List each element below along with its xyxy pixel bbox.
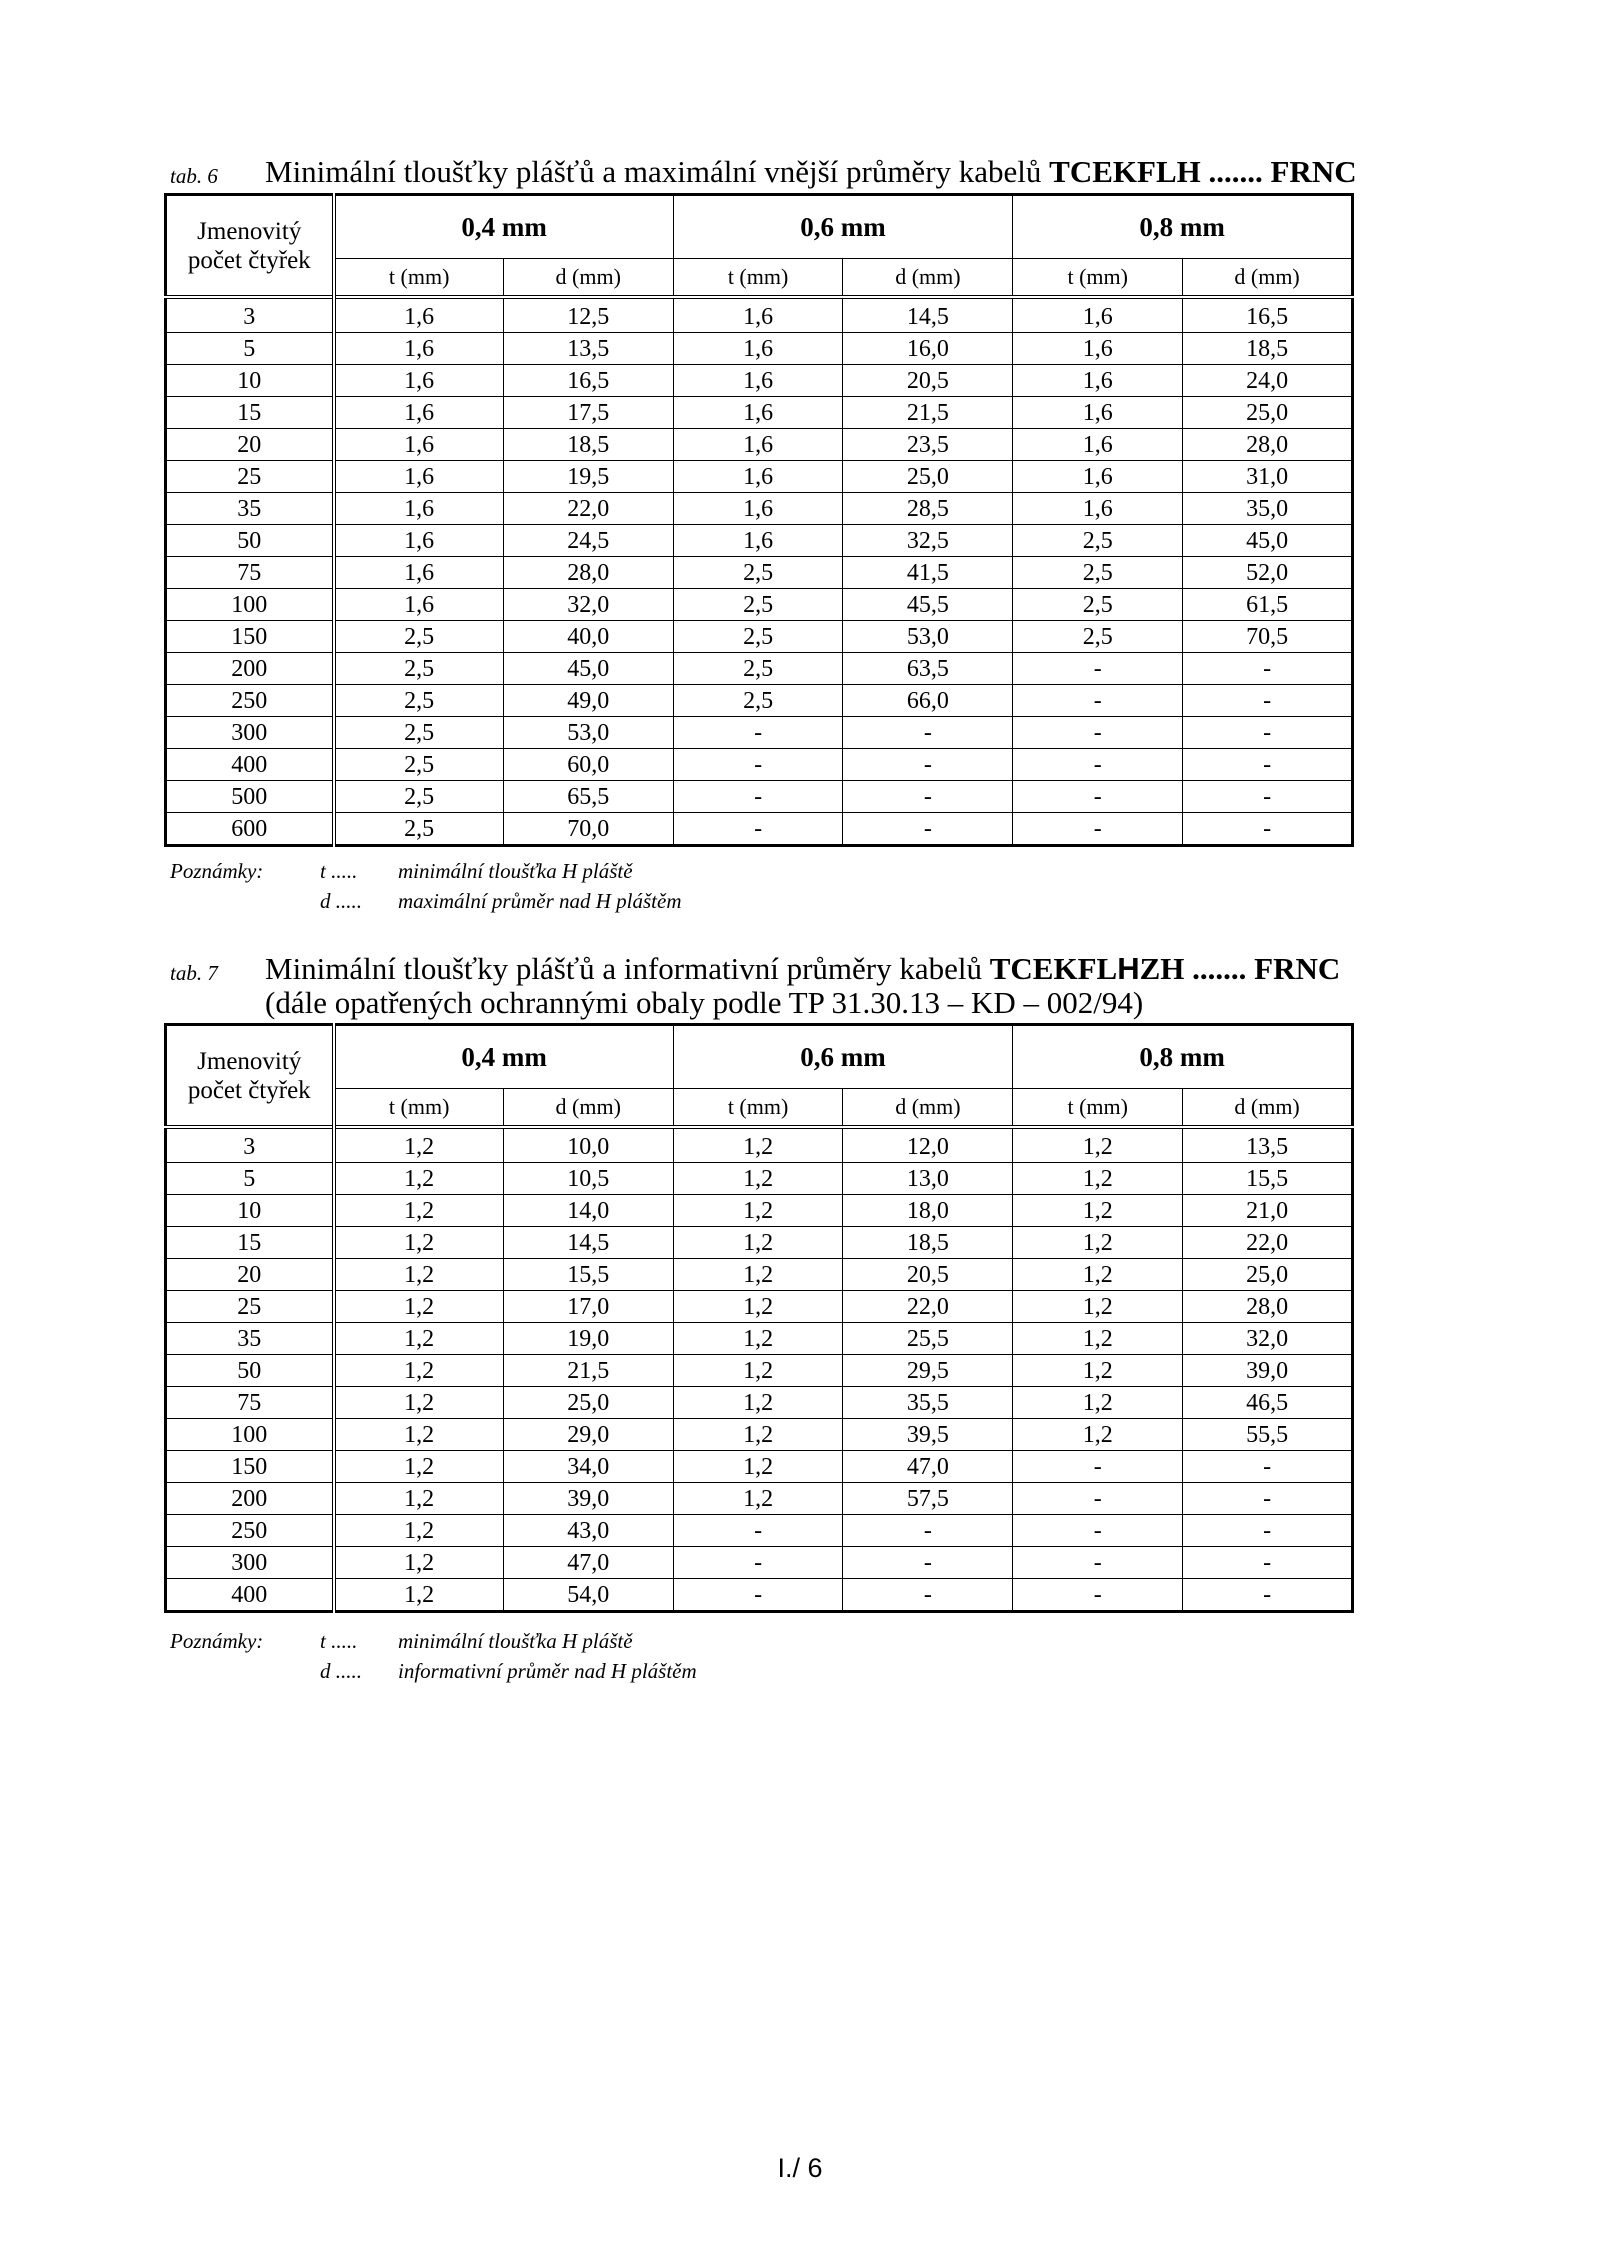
quad-count-cell: 5 [166, 333, 334, 365]
value-cell: 24,5 [503, 525, 673, 557]
table7-title: Minimální tloušťky plášťů a informativní průměry kabelů TCEKFLHZH ....... FRNC (dále opatřených ochrannými obaly podle TP 31.30.13 – KD – 002/94) [265, 951, 1341, 1020]
value-cell: 14,5 [843, 297, 1013, 333]
table-row [166, 1387, 1353, 1419]
value-cell: 14,5 [503, 1227, 673, 1259]
quad-count-cell: 400 [166, 1579, 334, 1612]
quad-count-cell: 3 [166, 1127, 334, 1163]
note-symbol: d ..... [320, 1659, 362, 1683]
table-row [166, 1579, 1353, 1612]
table-row [166, 1483, 1353, 1515]
value-cell: 54,0 [503, 1579, 673, 1612]
quad-count-cell: 300 [166, 717, 334, 749]
table-row [166, 1259, 1353, 1291]
value-cell: 2,5 [1013, 589, 1183, 621]
note-symbol: t ..... [320, 859, 358, 883]
column-header: t (mm) [1013, 259, 1183, 298]
table6-label: tab. 6 [170, 164, 218, 188]
value-cell: 1,2 [673, 1355, 843, 1387]
value-cell: 1,2 [334, 1483, 504, 1515]
value-cell: 1,2 [334, 1259, 504, 1291]
value-cell: 17,0 [503, 1291, 673, 1323]
value-cell: 1,2 [673, 1291, 843, 1323]
value-cell: 2,5 [334, 653, 504, 685]
value-cell: 1,2 [1013, 1227, 1183, 1259]
value-cell: - [1013, 1515, 1183, 1547]
value-cell: 31,0 [1183, 461, 1353, 493]
table-row [166, 1163, 1353, 1195]
value-cell: 1,6 [1013, 333, 1183, 365]
value-cell: 46,5 [1183, 1387, 1353, 1419]
quad-count-cell: 25 [166, 1291, 334, 1323]
table-row [166, 557, 1353, 589]
value-cell: 35,0 [1183, 493, 1353, 525]
value-cell: 43,0 [503, 1515, 673, 1547]
value-cell: 2,5 [334, 813, 504, 846]
value-cell: - [1183, 685, 1353, 717]
value-cell: 60,0 [503, 749, 673, 781]
value-cell: 1,6 [334, 493, 504, 525]
value-cell: 40,0 [503, 621, 673, 653]
value-cell: 2,5 [673, 589, 843, 621]
value-cell: 1,2 [334, 1515, 504, 1547]
value-cell: - [843, 749, 1013, 781]
value-cell: 1,6 [1013, 493, 1183, 525]
quad-count-cell: 300 [166, 1547, 334, 1579]
value-cell: - [843, 1579, 1013, 1612]
quad-count-cell: 200 [166, 653, 334, 685]
table-row [166, 653, 1353, 685]
table-row [166, 525, 1353, 557]
value-cell: - [1013, 685, 1183, 717]
value-cell: 1,6 [334, 297, 504, 333]
note-text: minimální tloušťka H pláště [398, 859, 633, 883]
page-number: I./ 6 [777, 2153, 823, 2183]
value-cell: 39,0 [503, 1483, 673, 1515]
quad-count-cell: 35 [166, 1323, 334, 1355]
value-cell: 25,0 [843, 461, 1013, 493]
quad-count-cell: 600 [166, 813, 334, 846]
table-row [166, 1355, 1353, 1387]
quad-count-cell: 20 [166, 429, 334, 461]
value-cell: 1,2 [334, 1127, 504, 1163]
table-row [166, 685, 1353, 717]
value-cell: 1,2 [673, 1387, 843, 1419]
quad-count-cell: 500 [166, 781, 334, 813]
value-cell: 18,5 [843, 1227, 1013, 1259]
column-header: d (mm) [843, 1089, 1013, 1128]
value-cell: 20,5 [843, 365, 1013, 397]
table-row [166, 1323, 1353, 1355]
value-cell: 1,6 [673, 333, 843, 365]
column-header: t (mm) [334, 259, 504, 298]
value-cell: 1,6 [1013, 397, 1183, 429]
quad-count-cell: 10 [166, 1195, 334, 1227]
table-row [166, 749, 1353, 781]
value-cell: 70,0 [503, 813, 673, 846]
value-cell: - [1013, 749, 1183, 781]
quad-count-cell: 250 [166, 685, 334, 717]
value-cell: - [673, 1579, 843, 1612]
value-cell: - [1013, 1483, 1183, 1515]
value-cell: 1,6 [334, 525, 504, 557]
value-cell: 1,2 [334, 1195, 504, 1227]
value-cell: 1,2 [334, 1547, 504, 1579]
value-cell: 19,0 [503, 1323, 673, 1355]
diameter-header: 0,6 mm [673, 195, 1013, 259]
value-cell: 1,6 [673, 365, 843, 397]
value-cell: - [1183, 749, 1353, 781]
note-text: maximální průměr nad H pláštěm [398, 889, 682, 913]
value-cell: 13,0 [843, 1163, 1013, 1195]
diameter-header: 0,8 mm [1013, 195, 1353, 259]
value-cell: - [1183, 813, 1353, 846]
value-cell: 28,0 [1183, 1291, 1353, 1323]
value-cell: 1,2 [334, 1579, 504, 1612]
value-cell: 1,6 [673, 525, 843, 557]
quad-count-cell: 200 [166, 1483, 334, 1515]
value-cell: 47,0 [503, 1547, 673, 1579]
table-row [166, 1195, 1353, 1227]
value-cell: - [673, 717, 843, 749]
value-cell: 53,0 [843, 621, 1013, 653]
table-row [166, 429, 1353, 461]
table-row [166, 589, 1353, 621]
table-row [166, 493, 1353, 525]
value-cell: 61,5 [1183, 589, 1353, 621]
quad-count-cell: 75 [166, 557, 334, 589]
diameter-header: 0,8 mm [1013, 1025, 1353, 1089]
value-cell: 1,2 [1013, 1163, 1183, 1195]
value-cell: - [1013, 1451, 1183, 1483]
notes-label: Poznámky: [170, 859, 264, 883]
value-cell: 20,5 [843, 1259, 1013, 1291]
value-cell: 1,2 [673, 1451, 843, 1483]
value-cell: 1,6 [1013, 429, 1183, 461]
value-cell: 1,2 [334, 1323, 504, 1355]
table7-subtitle: (dále opatřených ochrannými obaly podle TP 31.30.13 – KD – 002/94) [265, 985, 1144, 1020]
value-cell: 18,0 [843, 1195, 1013, 1227]
value-cell: 2,5 [1013, 557, 1183, 589]
value-cell: 1,6 [334, 461, 504, 493]
column-header: d (mm) [843, 259, 1013, 298]
table6-title: Minimální tloušťky plášťů a maximální vnější průměry kabelů TCEKFLH ....... FRNC [265, 154, 1357, 189]
value-cell: 1,2 [673, 1195, 843, 1227]
value-cell: - [1183, 1579, 1353, 1612]
value-cell: 1,2 [334, 1163, 504, 1195]
quad-count-cell: 20 [166, 1259, 334, 1291]
column-header: t (mm) [1013, 1089, 1183, 1128]
value-cell: 18,5 [1183, 333, 1353, 365]
diameter-header: 0,4 mm [334, 1025, 674, 1089]
value-cell: 1,6 [1013, 461, 1183, 493]
value-cell: 29,0 [503, 1419, 673, 1451]
table-row [166, 813, 1353, 846]
diameter-header: 0,4 mm [334, 195, 674, 259]
value-cell: 45,0 [1183, 525, 1353, 557]
note-text: minimální tloušťka H pláště [398, 1629, 633, 1653]
quad-count-cell: 400 [166, 749, 334, 781]
value-cell: 21,5 [503, 1355, 673, 1387]
value-cell: 16,5 [503, 365, 673, 397]
value-cell: - [1183, 781, 1353, 813]
value-cell: - [843, 813, 1013, 846]
table-row [166, 333, 1353, 365]
value-cell: 2,5 [334, 717, 504, 749]
value-cell: 32,0 [503, 589, 673, 621]
quad-count-cell: 250 [166, 1515, 334, 1547]
column-header: d (mm) [503, 259, 673, 298]
value-cell: 52,0 [1183, 557, 1353, 589]
value-cell: 2,5 [1013, 621, 1183, 653]
value-cell: - [1013, 717, 1183, 749]
value-cell: - [843, 781, 1013, 813]
value-cell: - [1183, 1483, 1353, 1515]
value-cell: 17,5 [503, 397, 673, 429]
column-header: t (mm) [673, 259, 843, 298]
table6 [164, 193, 1354, 847]
value-cell: 10,5 [503, 1163, 673, 1195]
value-cell: - [1013, 1579, 1183, 1612]
table-row [166, 297, 1353, 333]
value-cell: 1,6 [673, 461, 843, 493]
quad-count-cell: 75 [166, 1387, 334, 1419]
quad-count-cell: 10 [166, 365, 334, 397]
table-row [166, 397, 1353, 429]
value-cell: - [1183, 1515, 1353, 1547]
value-cell: 34,0 [503, 1451, 673, 1483]
column-header: d (mm) [1183, 259, 1353, 298]
value-cell: 1,2 [673, 1483, 843, 1515]
quad-count-cell: 150 [166, 621, 334, 653]
value-cell: 39,5 [843, 1419, 1013, 1451]
diameter-header: 0,6 mm [673, 1025, 1013, 1089]
value-cell: 66,0 [843, 685, 1013, 717]
value-cell: 55,5 [1183, 1419, 1353, 1451]
value-cell: 15,5 [503, 1259, 673, 1291]
value-cell: - [1013, 813, 1183, 846]
value-cell: 1,6 [334, 333, 504, 365]
value-cell: 1,6 [334, 397, 504, 429]
value-cell: 1,6 [1013, 365, 1183, 397]
value-cell: 14,0 [503, 1195, 673, 1227]
value-cell: 47,0 [843, 1451, 1013, 1483]
value-cell: 25,0 [1183, 1259, 1353, 1291]
value-cell: 63,5 [843, 653, 1013, 685]
value-cell: 1,6 [334, 589, 504, 621]
value-cell: 21,0 [1183, 1195, 1353, 1227]
value-cell: 2,5 [334, 749, 504, 781]
value-cell: 2,5 [1013, 525, 1183, 557]
value-cell: - [1013, 1547, 1183, 1579]
value-cell: 22,0 [843, 1291, 1013, 1323]
value-cell: 18,5 [503, 429, 673, 461]
table-row [166, 1515, 1353, 1547]
value-cell: - [673, 1515, 843, 1547]
value-cell: 53,0 [503, 717, 673, 749]
value-cell: 1,2 [673, 1127, 843, 1163]
value-cell: 24,0 [1183, 365, 1353, 397]
value-cell: 2,5 [334, 685, 504, 717]
note-symbol: t ..... [320, 1629, 358, 1653]
table-row [166, 1419, 1353, 1451]
value-cell: 1,2 [1013, 1291, 1183, 1323]
table-row [166, 781, 1353, 813]
value-cell: 1,2 [334, 1355, 504, 1387]
value-cell: 28,0 [503, 557, 673, 589]
table-row [166, 717, 1353, 749]
value-cell: 1,6 [334, 365, 504, 397]
value-cell: 1,2 [334, 1419, 504, 1451]
value-cell: 45,5 [843, 589, 1013, 621]
row-header: Jmenovitý počet čtyřek [166, 1025, 334, 1128]
value-cell: 16,0 [843, 333, 1013, 365]
value-cell: 1,6 [673, 429, 843, 461]
value-cell: - [1183, 653, 1353, 685]
quad-count-cell: 35 [166, 493, 334, 525]
value-cell: - [843, 1515, 1013, 1547]
value-cell: 1,6 [334, 557, 504, 589]
value-cell: 41,5 [843, 557, 1013, 589]
value-cell: 57,5 [843, 1483, 1013, 1515]
value-cell: 2,5 [673, 653, 843, 685]
quad-count-cell: 50 [166, 1355, 334, 1387]
value-cell: 1,2 [673, 1259, 843, 1291]
value-cell: 2,5 [334, 781, 504, 813]
quad-count-cell: 25 [166, 461, 334, 493]
value-cell: 1,2 [673, 1227, 843, 1259]
value-cell: - [1183, 717, 1353, 749]
value-cell: - [673, 749, 843, 781]
table-row [166, 1291, 1353, 1323]
value-cell: 1,2 [1013, 1323, 1183, 1355]
value-cell: 1,2 [1013, 1419, 1183, 1451]
value-cell: 1,2 [673, 1419, 843, 1451]
note-text: informativní průměr nad H pláštěm [398, 1659, 697, 1683]
value-cell: 1,6 [673, 493, 843, 525]
value-cell: 25,0 [503, 1387, 673, 1419]
table7-label: tab. 7 [170, 961, 218, 985]
table-row [166, 1127, 1353, 1163]
table-row [166, 621, 1353, 653]
value-cell: 1,6 [673, 397, 843, 429]
value-cell: 2,5 [334, 621, 504, 653]
value-cell: 2,5 [673, 685, 843, 717]
value-cell: 1,2 [334, 1227, 504, 1259]
quad-count-cell: 15 [166, 397, 334, 429]
quad-count-cell: 50 [166, 525, 334, 557]
value-cell: 1,2 [1013, 1387, 1183, 1419]
value-cell: 19,5 [503, 461, 673, 493]
table-row [166, 461, 1353, 493]
value-cell: 13,5 [1183, 1127, 1353, 1163]
value-cell: 2,5 [673, 621, 843, 653]
column-header: t (mm) [673, 1089, 843, 1128]
value-cell: 65,5 [503, 781, 673, 813]
value-cell: 1,6 [334, 429, 504, 461]
value-cell: - [673, 813, 843, 846]
value-cell: 1,6 [1013, 297, 1183, 333]
value-cell: 1,2 [1013, 1355, 1183, 1387]
value-cell: 22,0 [1183, 1227, 1353, 1259]
table-row [166, 1547, 1353, 1579]
value-cell: - [1183, 1547, 1353, 1579]
value-cell: 22,0 [503, 493, 673, 525]
value-cell: 45,0 [503, 653, 673, 685]
value-cell: 1,2 [1013, 1127, 1183, 1163]
table7 [164, 1023, 1354, 1613]
value-cell: 25,5 [843, 1323, 1013, 1355]
value-cell: - [1013, 781, 1183, 813]
value-cell: - [843, 717, 1013, 749]
value-cell: 1,2 [334, 1291, 504, 1323]
value-cell: 23,5 [843, 429, 1013, 461]
quad-count-cell: 3 [166, 297, 334, 333]
value-cell: 13,5 [503, 333, 673, 365]
value-cell: 32,5 [843, 525, 1013, 557]
value-cell: 70,5 [1183, 621, 1353, 653]
value-cell: 16,5 [1183, 297, 1353, 333]
value-cell: 1,2 [334, 1451, 504, 1483]
quad-count-cell: 150 [166, 1451, 334, 1483]
value-cell: 1,2 [1013, 1195, 1183, 1227]
value-cell: 12,0 [843, 1127, 1013, 1163]
value-cell: 1,2 [673, 1323, 843, 1355]
value-cell: 35,5 [843, 1387, 1013, 1419]
value-cell: 12,5 [503, 297, 673, 333]
value-cell: - [673, 781, 843, 813]
value-cell: 1,2 [673, 1163, 843, 1195]
value-cell: - [673, 1547, 843, 1579]
value-cell: 15,5 [1183, 1163, 1353, 1195]
note-symbol: d ..... [320, 889, 362, 913]
value-cell: 49,0 [503, 685, 673, 717]
table-row [166, 365, 1353, 397]
quad-count-cell: 15 [166, 1227, 334, 1259]
quad-count-cell: 100 [166, 1419, 334, 1451]
value-cell: 2,5 [673, 557, 843, 589]
notes-label: Poznámky: [170, 1629, 264, 1653]
quad-count-cell: 5 [166, 1163, 334, 1195]
value-cell: 32,0 [1183, 1323, 1353, 1355]
value-cell: - [843, 1547, 1013, 1579]
row-header: Jmenovitý počet čtyřek [166, 195, 334, 298]
table-row [166, 1451, 1353, 1483]
value-cell: 1,2 [334, 1387, 504, 1419]
column-header: d (mm) [503, 1089, 673, 1128]
value-cell: - [1013, 653, 1183, 685]
value-cell: 29,5 [843, 1355, 1013, 1387]
value-cell: 39,0 [1183, 1355, 1353, 1387]
value-cell: 25,0 [1183, 397, 1353, 429]
value-cell: 28,5 [843, 493, 1013, 525]
value-cell: 21,5 [843, 397, 1013, 429]
value-cell: 10,0 [503, 1127, 673, 1163]
value-cell: 1,6 [673, 297, 843, 333]
column-header: t (mm) [334, 1089, 504, 1128]
value-cell: - [1183, 1451, 1353, 1483]
value-cell: 28,0 [1183, 429, 1353, 461]
column-header: d (mm) [1183, 1089, 1353, 1128]
quad-count-cell: 100 [166, 589, 334, 621]
table-row [166, 1227, 1353, 1259]
value-cell: 1,2 [1013, 1259, 1183, 1291]
